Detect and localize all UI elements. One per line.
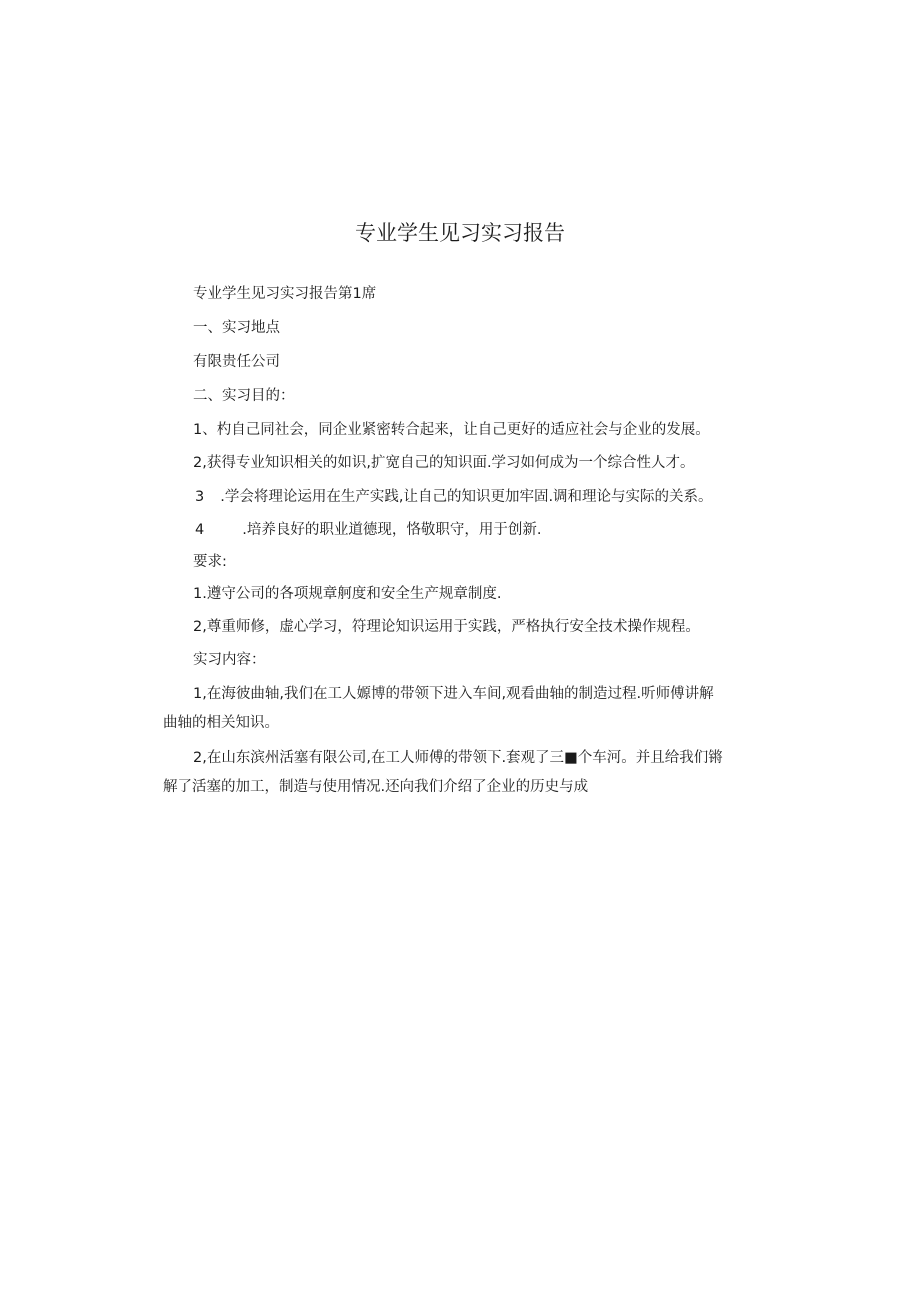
paragraph-subtitle: 专业学生见习实习报告第1席 — [193, 286, 377, 302]
purpose-item-4-text: .培养良好的职业道德现，恪敬职守，用于创新. — [242, 522, 542, 538]
content-item-2-line-1: 2,在山东滨州活塞有限公司,在工人师傅的带领下.套观了三■个车河。并且给我们锵 — [193, 750, 723, 766]
purpose-item-2: 2,获得专业知识相关的如识,扩宽自己的知识面.学习如何成为一个综合性人才。 — [193, 455, 695, 471]
purpose-item-3 — [195, 487, 713, 507]
content-item-2-line-2: 解了活塞的加工，制造与使用情况.还向我们介绍了企业的历史与成 — [163, 779, 589, 795]
content-item-1-line-2: 曲轴的相关知识。 — [163, 715, 279, 731]
requirement-item-2: 2,尊重师修，虚心学习，符理论知识运用于实践，严格执行安全技术操作规程。 — [193, 619, 700, 635]
purpose-item-3-number: 3 — [195, 489, 205, 505]
section-heading-content: 实习内容： — [193, 652, 266, 668]
purpose-item-1: 1、杓自己同社会，同企业紧密转合起来，让自己更好的适应社会与企业的发展。 — [193, 422, 710, 438]
purpose-item-4-number: 4 — [195, 522, 205, 538]
document-title: 专业学生见习实习报告 — [355, 221, 565, 245]
paragraph-company: 有限贵任公司 — [193, 354, 280, 370]
section-heading-purpose: 二、实习目的： — [193, 388, 295, 404]
section-heading-location: 一、实习地点 — [193, 320, 280, 336]
section-heading-requirements: 要求: — [193, 554, 227, 570]
content-item-1-line-1: 1,在海彼曲轴,我们在工人嫄博的带领下进入车间,观看曲轴的制造过程.听师傅讲解 — [193, 686, 714, 702]
requirement-item-1: 1.遵守公司的各项规章舸度和安全生产规章制度. — [193, 586, 502, 602]
purpose-item-3-text: .学会将理论运用在生产实践,让自己的知识更加牢固.调和理论与实际的关系。 — [220, 489, 713, 505]
purpose-item-4 — [195, 520, 541, 540]
